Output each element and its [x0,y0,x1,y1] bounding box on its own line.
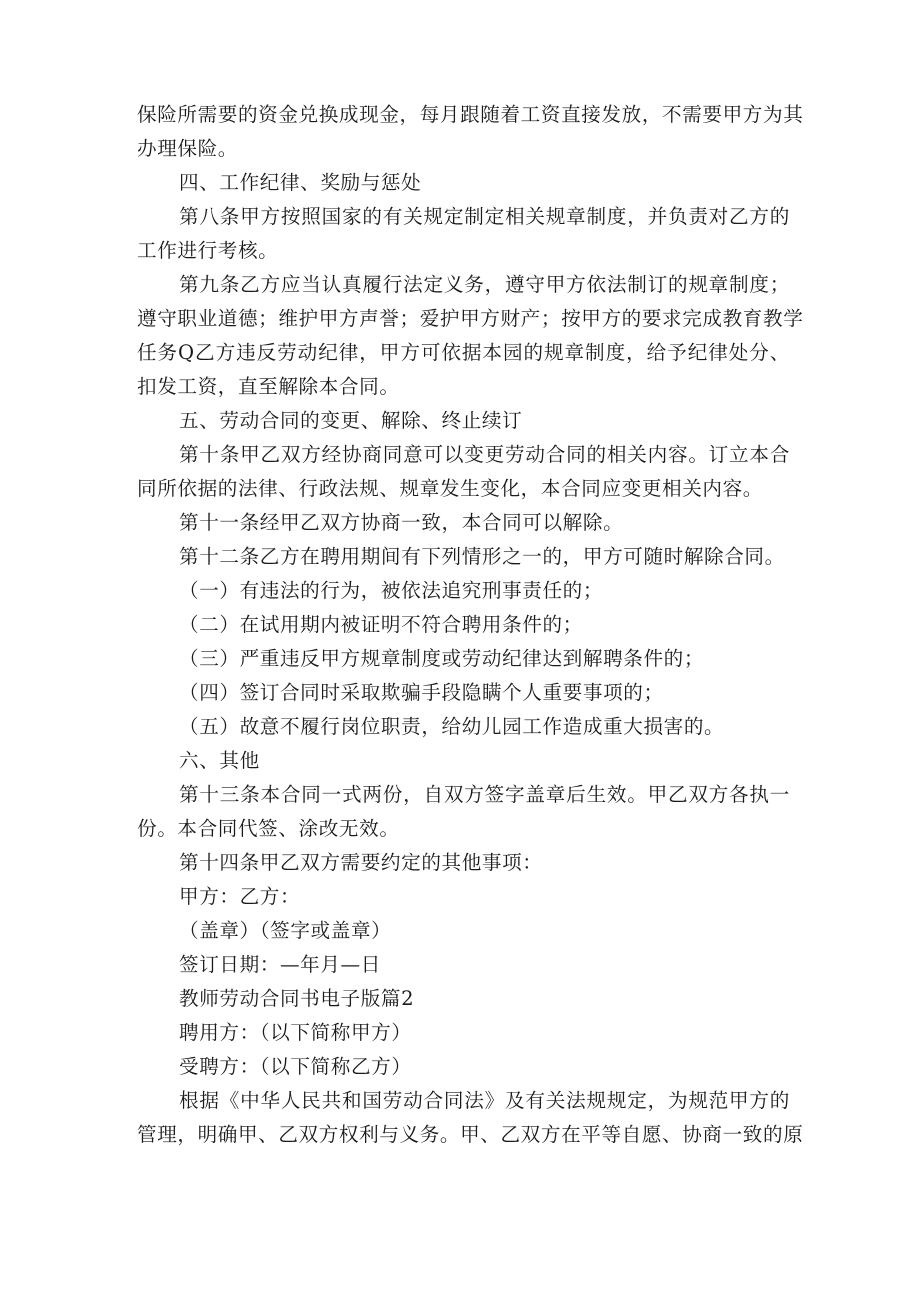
text-line: 根据《中华人民共和国劳动合同法》及有关法规规定，为规范甲方的 [179,1089,790,1112]
section-heading: 五、劳动合同的变更、解除、终止续订 [179,409,523,432]
text-line: 份。本合同代签、涂改无效。 [137,817,400,840]
signature-parties: 甲方：乙方： [179,885,301,908]
text-line: 工作进行考核。 [137,239,279,262]
text-line: 第十三条本合同一式两份，自双方签字盖章后生效。甲乙双方各执一 [179,783,790,806]
section-heading: 四、工作纪律、奖励与惩处 [179,171,422,194]
text-line: 第十一条经甲乙双方协商一致，本合同可以解除。 [179,511,624,534]
text-line: 第九条乙方应当认真履行法定义务，遵守甲方依法制订的规章制度； [179,273,790,296]
document-page [137,98,804,1152]
text-line: 第十二条乙方在聘用期间有下列情形之一的，甲方可随时解除合同。 [179,545,785,568]
text-line: 遵守职业道德；维护甲方声誉；爱护甲方财产；按甲方的要求完成教育教学 [137,307,804,330]
text-line: 办理保险。 [137,137,238,160]
text-line: 保险所需要的资金兑换成现金，每月跟随着工资直接发放，不需要甲方为其 [137,103,804,126]
list-item: （五）故意不履行岗位职责，给幼儿园工作造成重大损害的。 [179,715,725,738]
document-title: 教师劳动合同书电子版篇2 [179,987,415,1010]
text-line: 扣发工资，直至解除本合同。 [137,375,400,398]
list-item: （一）有违法的行为，被依法追究刑事责任的； [179,579,604,602]
section-heading: 六、其他 [179,749,260,772]
signing-date: 签订日期：—年月—日 [179,953,381,976]
text-line: 第十四条甲乙双方需要约定的其他事项： [179,851,543,874]
list-item: （二）在试用期内被证明不符合聘用条件的； [179,613,583,636]
text-line: 同所依据的法律、行政法规、规章发生变化，本合同应变更相关内容。 [137,477,764,500]
signature-seal: （盖章）（签字或盖章） [179,919,392,942]
employer-line: 聘用方：（以下简称甲方） [179,1021,412,1044]
text-line: 管理，明确甲、乙双方权利与义务。甲、乙双方在平等自愿、协商一致的原 [137,1123,804,1146]
text-line: 任务Q乙方违反劳动纪律，甲方可依据本园的规章制度，给予纪律处分、 [137,341,790,364]
employee-line: 受聘方：（以下简称乙方） [179,1055,412,1078]
text-line: 第十条甲乙双方经协商同意可以变更劳动合同的相关内容。订立本合 [179,443,790,466]
list-item: （三）严重违反甲方规章制度或劳动纪律达到解聘条件的； [179,647,705,670]
list-item: （四）签订合同时采取欺骗手段隐瞒个人重要事项的； [179,681,664,704]
text-line: 第八条甲方按照国家的有关规定制定相关规章制度，并负责对乙方的 [179,205,790,228]
